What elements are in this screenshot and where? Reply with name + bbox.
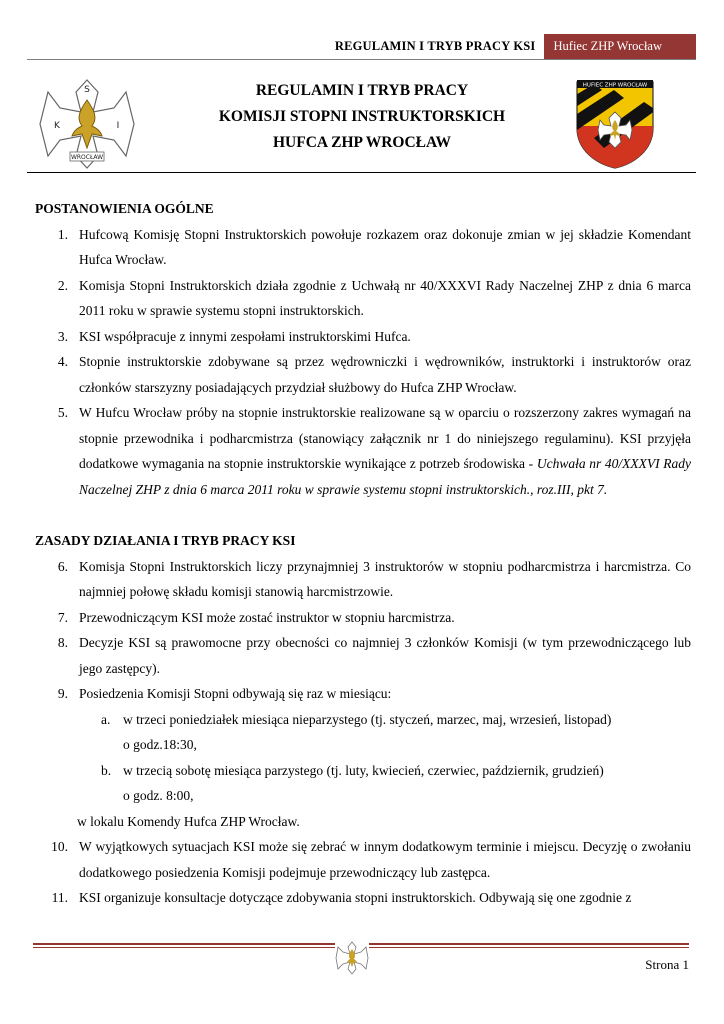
list-item — [35, 630, 691, 681]
meeting-schedule-sublist — [79, 707, 691, 809]
header-divider — [27, 59, 696, 60]
item-continuation: w lokalu Komendy Hufca ZHP Wrocław. — [77, 813, 300, 829]
item-text: KSI organizuje konsultacje dotyczące zdobywania stopni instruktorskich. Odbywają się one zgodnie z — [79, 890, 632, 905]
page-number: Strona 1 — [645, 957, 689, 972]
list-item — [35, 834, 691, 885]
list-item — [35, 324, 691, 350]
document-title — [150, 78, 574, 156]
running-header-unit: Hufiec ZHP Wrocław — [544, 34, 697, 60]
item-text: Przewodniczącym KSI może zostać instruktor w stopniu harcmistrza. — [79, 609, 455, 625]
item-text: Komisja Stopni Instruktorskich liczy przynajmniej 3 instruktorów w stopniu podharcmistrza i harcmistrza. Co najmniej połowę składu komisji stanowią harcmistrzowie. — [79, 558, 691, 599]
item-text: W wyjątkowych sytuacjach KSI może się zebrać w innym dodatkowym terminie i miejscu. Decyzję o zwołaniu dodatkowego posiedzenia Komisji podejmuje przewodniczący lub zastępca. — [79, 839, 691, 880]
sub-item-line-1: w trzeci poniedziałek miesiąca nieparzystego (tj. styczeń, marzec, maj, wrzesień, listopad) — [123, 711, 612, 727]
item-number: 5. — [57, 405, 68, 420]
list-item — [35, 885, 691, 911]
item-number: 8. — [57, 635, 68, 650]
list-item — [35, 349, 691, 400]
list-item — [35, 400, 691, 502]
item-number: 4. — [57, 354, 68, 369]
item-text-citation: Uchwała nr 40/XXXVI Rady Naczelnej ZHP z dnia 6 marca 2011 roku w sprawie systemu stopni instruktorskich., roz.III, pkt 7. — [79, 456, 692, 497]
emblem-letter-k: K — [54, 121, 60, 131]
item-text: KSI współpracuje z innymi zespołami instruktorskimi Hufca. — [79, 328, 411, 344]
sub-item-line-1: w trzecią sobotę miesiąca parzystego (tj. luty, kwiecień, czerwiec, październik, grudzień) — [123, 762, 604, 778]
sub-item-letter: a. — [101, 711, 111, 727]
hufiec-shield-icon — [574, 76, 656, 170]
emblem-letter-s: S — [84, 85, 90, 95]
sub-list-item — [79, 758, 691, 809]
item-number: 11. — [51, 890, 68, 905]
item-text: Hufcową Komisję Stopni Instruktorskich powołuje rozkazem oraz dokonuje zmian w jej składzie Komendant Hufca Wrocław. — [79, 226, 691, 267]
item-number: 2. — [57, 277, 68, 293]
list-item — [35, 222, 691, 273]
item-number: 9. — [57, 686, 68, 701]
list-item — [35, 273, 691, 324]
item-number: 7. — [57, 609, 68, 625]
item-text: Stopnie instruktorskie zdobywane są przez wędrowniczki i wędrowników, instruktorki i instruktorów oraz członków starszyzny posiadających przydział służbowy do Hufca ZHP Wrocław. — [79, 354, 691, 395]
sub-item-line-2: o godz. 8:00, — [123, 788, 194, 803]
sub-list-item — [79, 707, 691, 758]
item-text-plain: W Hufcu Wrocław próby na stopnie instruktorskie realizowane są w oparciu o rozszerzony zakres wymagań na stopnie przewodnika i podharcmistrza (stanowiący załącznik nr 1 do niniejszego regulaminu). KSI przyjęła dodatkowe wymagania na stopnie instruktorskie wynikające z potrzeb środowiska - — [79, 405, 691, 471]
item-number: 6. — [57, 558, 68, 574]
sub-item-line-2: o godz.18:30, — [123, 737, 197, 752]
sub-item-letter: b. — [101, 762, 112, 778]
running-header — [335, 34, 696, 60]
list-item — [35, 681, 691, 834]
item-text — [79, 400, 691, 502]
ksi-cross-emblem-icon — [38, 78, 136, 170]
title-divider — [27, 172, 696, 173]
item-text: Komisja Stopni Instruktorskich działa zgodnie z Uchwałą nr 40/XXXVI Rady Naczelnej ZHP z dnia 6 marca 2011 roku w sprawie systemu stopni instruktorskich. — [79, 277, 691, 318]
list-item — [35, 554, 691, 605]
section-spacer — [35, 502, 691, 528]
item-number: 1. — [57, 226, 68, 242]
list-item — [35, 605, 691, 631]
shield-caption: HUFIEC ZHP WROCŁAW — [582, 82, 648, 89]
section-heading-general: POSTANOWIENIA OGÓLNE — [35, 201, 214, 216]
item-number: 3. — [57, 328, 68, 344]
document-body — [35, 196, 691, 911]
emblem-letter-i: I — [116, 121, 120, 131]
title-line-1: REGULAMIN I TRYB PRACY — [255, 82, 469, 99]
running-header-title: REGULAMIN I TRYB PRACY KSI — [334, 39, 536, 53]
item-number: 10. — [51, 839, 68, 854]
title-line-2: KOMISJI STOPNI INSTRUKTORSKICH — [218, 108, 506, 125]
item-text: Decyzje KSI są prawomocne przy obecności co najmniej 3 członków Komisji (w tym przewodniczącego lub jego zastępcy). — [79, 635, 691, 676]
section-heading-rules: ZASADY DZIAŁANIA I TRYB PRACY KSI — [35, 533, 296, 548]
general-provisions-list — [35, 222, 691, 503]
item-text: Posiedzenia Komisji Stopni odbywają się raz w miesiącu: — [79, 686, 392, 701]
emblem-caption: WROCŁAW — [70, 154, 104, 161]
footer-cross-icon — [335, 941, 369, 975]
rules-list — [35, 554, 691, 911]
title-line-3: HUFCA ZHP WROCŁAW — [273, 134, 451, 151]
